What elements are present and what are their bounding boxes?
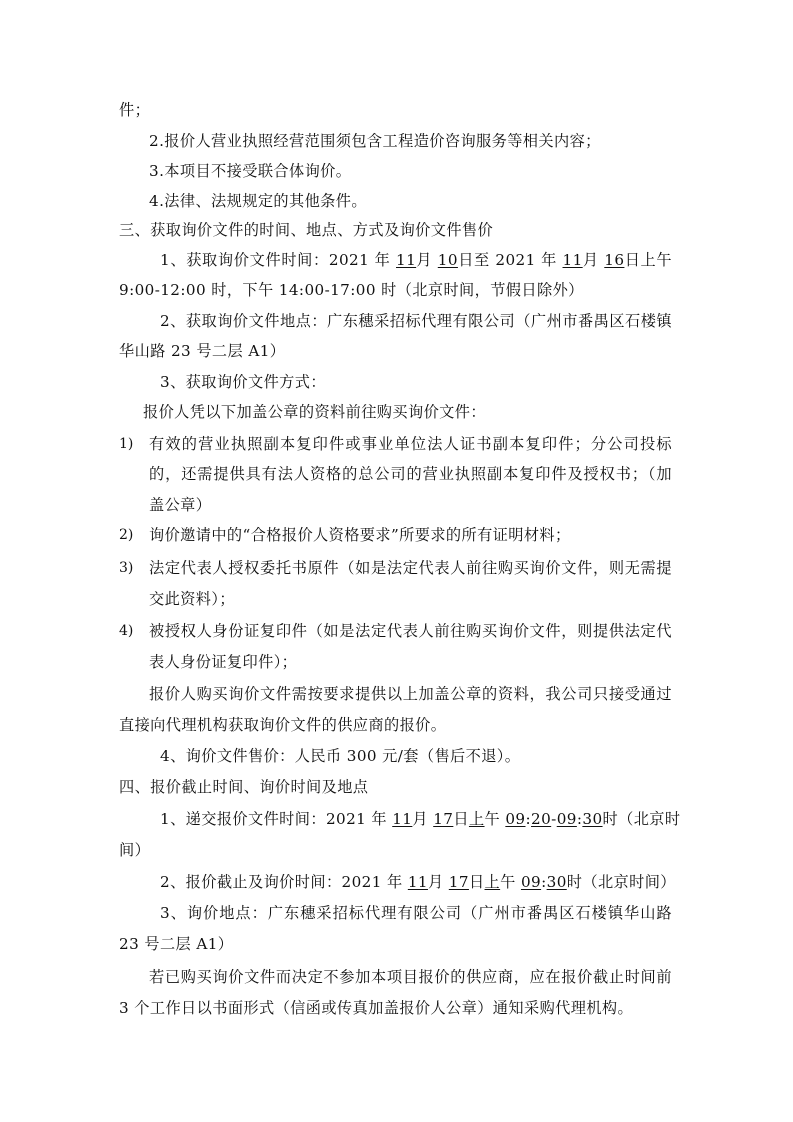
text-run: -: [551, 810, 557, 828]
underlined-value: 30: [582, 810, 603, 828]
text-run: 月: [582, 251, 605, 269]
list-number: 3): [119, 560, 134, 576]
paragraph-line: 3.本项目不接受联合体询价。: [149, 162, 352, 180]
paragraph-line: 2、获取询价文件地点：广东穗采招标代理有限公司（广州市番禺区石楼镇: [160, 312, 672, 330]
list-number: 1): [119, 436, 134, 452]
underlined-value: 11: [407, 873, 428, 891]
paragraph-line: 4.法律、法规规定的其他条件。: [149, 192, 367, 210]
list-item-line: 询价邀请中的“合格报价人资格要求”所要求的所有证明材料；: [149, 526, 571, 544]
paragraph-line: 若已购买询价文件而决定不参加本项目报价的供应商，应在报价截止时间前: [149, 968, 672, 986]
text-run: 月: [416, 251, 438, 269]
text-run: 月: [412, 810, 434, 828]
text-run: 午: [484, 810, 506, 828]
paragraph-line: [160, 872, 676, 892]
paragraph-line: 9:00-12:00 时，下午 14:00-17:00 时（北京时间，节假日除外）: [119, 281, 584, 299]
paragraph-line: 3、获取询价文件方式：: [160, 373, 326, 391]
underlined-value: 09: [556, 810, 577, 828]
text-run: 1、获取询价文件时间：2021 年: [160, 251, 397, 269]
section-heading: 四、报价截止时间、询价时间及地点: [119, 778, 369, 796]
paragraph-line: 报价人凭以下加盖公章的资料前往购买询价文件：: [143, 403, 486, 421]
list-item-line: 有效的营业执照副本复印件或事业单位法人证书副本复印件；分公司投标: [149, 435, 672, 453]
underlined-value: 上: [468, 810, 485, 828]
underlined-value: 16: [604, 251, 625, 269]
underlined-value: 17: [448, 873, 469, 891]
paragraph-line: [160, 250, 672, 270]
text-run: 1、递交报价文件时间：2021 年: [160, 810, 393, 828]
text-run: :: [525, 810, 532, 828]
paragraph-line: 间）: [119, 841, 151, 859]
paragraph-line: 23 号二层 A1）: [119, 935, 234, 953]
underlined-value: 17: [433, 810, 454, 828]
text-run: 日: [468, 873, 485, 891]
list-item-line: 的，还需提供具有法人资格的总公司的营业执照副本复印件及授权书；（加: [149, 465, 672, 483]
underlined-value: 30: [546, 873, 567, 891]
text-run: :: [576, 810, 583, 828]
underlined-value: 11: [396, 251, 417, 269]
paragraph-line: 3 个工作日以书面形式（信函或传真加盖报价人公章）通知采购代理机构。: [119, 999, 634, 1017]
text-run: 日: [453, 810, 469, 828]
list-number: 4): [119, 623, 134, 639]
paragraph-line: 华山路 23 号二层 A1）: [119, 342, 286, 360]
paragraph-line: 3、询价地点：广东穗采招标代理有限公司（广州市番禺区石楼镇华山路: [160, 904, 672, 922]
text-run: 月: [427, 873, 449, 891]
list-item-line: 法定代表人授权委托书原件（如是法定代表人前往购买询价文件，则无需提: [149, 559, 672, 577]
paragraph-line: 报价人购买询价文件需按要求提供以上加盖公章的资料，我公司只接受通过: [149, 685, 672, 703]
list-item-line: 交此资料）；: [149, 590, 235, 608]
text-run: :: [541, 873, 547, 891]
text-run: 日至 2021 年: [457, 251, 563, 269]
underlined-value: 10: [437, 251, 458, 269]
underlined-value: 11: [392, 810, 413, 828]
text-run: 日上午: [624, 251, 672, 269]
underlined-value: 09: [520, 873, 542, 891]
underlined-value: 上: [484, 873, 501, 891]
underlined-value: 20: [531, 810, 552, 828]
section-heading: 三、获取询价文件的时间、地点、方式及询价文件售价: [119, 221, 494, 239]
paragraph-line: [160, 809, 681, 829]
underlined-value: 11: [562, 251, 583, 269]
text-run: 时（北京时: [602, 810, 681, 828]
list-item-line: 被授权人身份证复印件（如是法定代表人前往购买询价文件，则提供法定代: [149, 622, 672, 640]
paragraph-line: 直接向代理机构获取询价文件的供应商的报价。: [119, 716, 447, 734]
paragraph-line: 件；: [119, 101, 151, 119]
paragraph-line: 4、询价文件售价：人民币 300 元/套（售后不退）。: [160, 747, 521, 765]
underlined-value: 09: [505, 810, 526, 828]
list-item-line: 盖公章）: [149, 496, 212, 514]
text-run: 午: [500, 873, 521, 891]
list-number: 2): [119, 527, 134, 543]
paragraph-line: 2.报价人营业执照经营范围须包含工程造价咨询服务等相关内容；: [149, 132, 601, 150]
text-run: 2、报价截止及询价时间：2021 年: [160, 873, 408, 891]
list-item-line: 表人身份证复印件）；: [149, 653, 298, 671]
text-run: 时（北京时间）: [566, 873, 676, 891]
